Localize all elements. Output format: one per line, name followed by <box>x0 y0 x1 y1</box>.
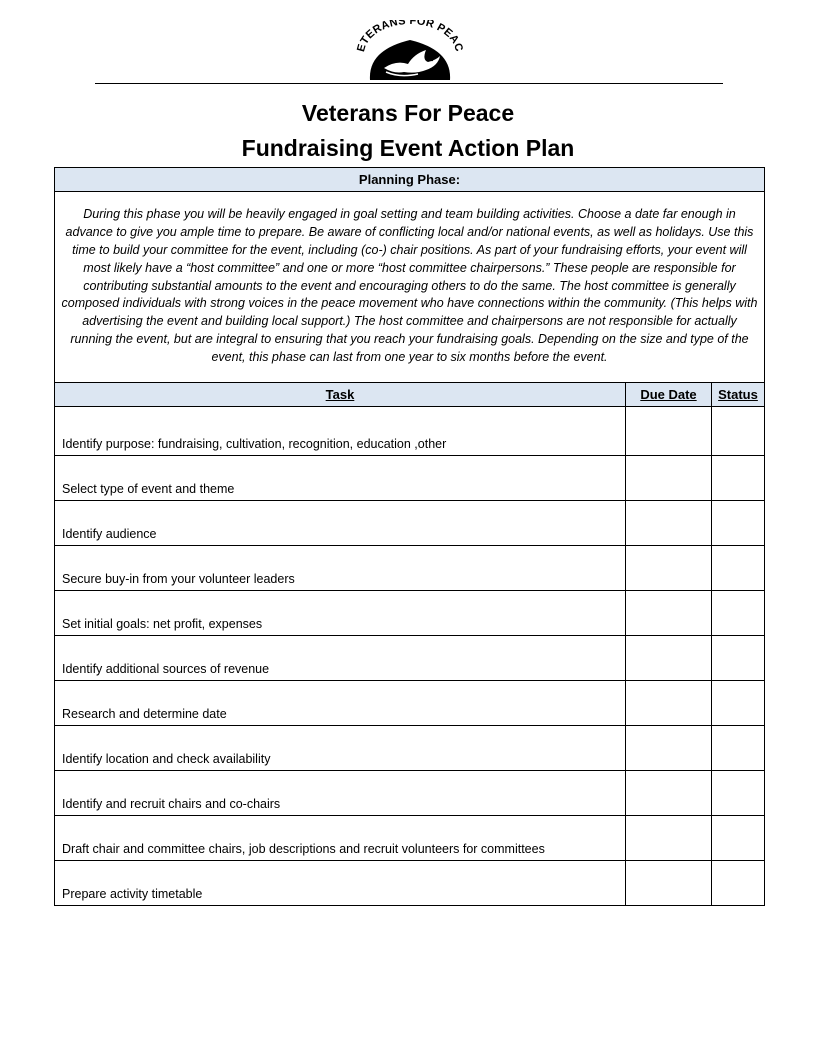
table-row <box>55 501 765 546</box>
due-date-cell[interactable] <box>626 546 712 591</box>
phase-heading: Planning Phase: <box>55 168 765 192</box>
due-date-cell[interactable] <box>626 636 712 681</box>
due-date-cell[interactable] <box>626 456 712 501</box>
header-divider <box>95 83 723 84</box>
due-date-cell[interactable] <box>626 861 712 906</box>
due-date-cell[interactable] <box>626 501 712 546</box>
svg-text:VETERANS FOR PEACE: ETERANS FOR PEAC <box>356 20 464 54</box>
task-cell: Identify additional sources of revenue <box>55 636 626 681</box>
status-cell[interactable] <box>712 726 765 771</box>
table-row <box>55 456 765 501</box>
table-row <box>55 681 765 726</box>
status-cell[interactable] <box>712 861 765 906</box>
status-cell[interactable] <box>712 636 765 681</box>
dove-icon <box>356 20 464 82</box>
task-cell: Secure buy-in from your volunteer leaders <box>55 546 626 591</box>
task-cell: Set initial goals: net profit, expenses <box>55 591 626 636</box>
status-cell[interactable] <box>712 771 765 816</box>
status-cell[interactable] <box>712 816 765 861</box>
due-date-cell[interactable] <box>626 816 712 861</box>
due-date-cell[interactable] <box>626 681 712 726</box>
veterans-for-peace-logo <box>356 20 464 82</box>
table-row <box>55 816 765 861</box>
phase-description: During this phase you will be heavily engaged in goal setting and team building activities. Choose a date far enough in advance to give you ample time to prepare. Be aware of conflicting local and/or national events, as well as holidays. Use this time to build your committee for the event, including (co-) chair positions. As part of your fundraising efforts, your event will most likely have a “host committee” and one or more “host committee chairpersons.” These people are responsible for contributing substantial amounts to the event and encouraging others to do the same. The host committee is generally composed individuals with strong voices in the peace movement who have connections within the community. (This helps with advertising the event and building local support.) The host committee and chairpersons are not responsible for actually running the event, but are integral to ensuring that you reach your fundraising goals. Depending on the size and type of the event, this phase can last from one year to six months before the event. <box>55 192 765 383</box>
table-row <box>55 546 765 591</box>
table-row <box>55 771 765 816</box>
table-row <box>55 636 765 681</box>
task-cell: Research and determine date <box>55 681 626 726</box>
task-cell: Draft chair and committee chairs, job descriptions and recruit volunteers for committees <box>55 816 626 861</box>
status-cell[interactable] <box>712 456 765 501</box>
table-row <box>55 726 765 771</box>
org-title: Veterans For Peace <box>301 100 515 126</box>
status-cell[interactable] <box>712 546 765 591</box>
table-row <box>55 861 765 906</box>
task-cell: Identify and recruit chairs and co-chairs <box>55 771 626 816</box>
due-date-cell[interactable] <box>626 726 712 771</box>
task-cell: Identify audience <box>55 501 626 546</box>
column-header-status: Status <box>712 383 765 407</box>
status-cell[interactable] <box>712 407 765 456</box>
column-header-task: Task <box>55 383 626 407</box>
document-title: Fundraising Event Action Plan <box>241 135 575 161</box>
task-cell: Identify location and check availability <box>55 726 626 771</box>
action-plan-table <box>54 167 765 906</box>
task-cell: Select type of event and theme <box>55 456 626 501</box>
due-date-cell[interactable] <box>626 591 712 636</box>
status-cell[interactable] <box>712 501 765 546</box>
table-row <box>55 407 765 456</box>
table-row <box>55 591 765 636</box>
status-cell[interactable] <box>712 591 765 636</box>
due-date-cell[interactable] <box>626 407 712 456</box>
task-cell: Prepare activity timetable <box>55 861 626 906</box>
column-header-due-date: Due Date <box>626 383 712 407</box>
task-cell: Identify purpose: fundraising, cultivation, recognition, education ,other <box>55 407 626 456</box>
status-cell[interactable] <box>712 681 765 726</box>
due-date-cell[interactable] <box>626 771 712 816</box>
